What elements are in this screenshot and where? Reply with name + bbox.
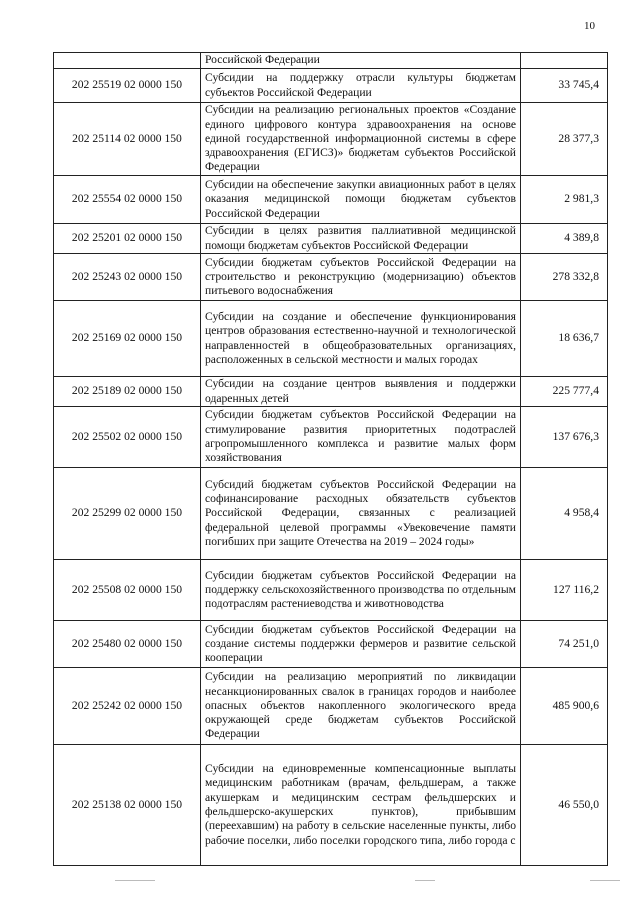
table-row <box>54 745 608 866</box>
amount: 225 777,4 <box>521 377 608 407</box>
budget-code: 202 25169 02 0000 150 <box>54 301 201 377</box>
subsidy-name: Субсидии бюджетам субъектов Российской Федерации на поддержку сельскохозяйственного производства по отдельным подотраслям растениеводства и животноводства <box>201 560 521 621</box>
table-row <box>54 668 608 745</box>
subsidy-name: Субсидии на единовременные компенсационные выплаты медицинским работникам (врачам, фельдшерам, а также акушеркам и медицинским сестрам фельдшерских и фельдшерско-акушерских пунктов), прибывшим (переехавшим) на работу в сельские населенные пункты, либо рабочие поселки, либо поселки городского типа, либо города с <box>201 745 521 866</box>
table-row <box>54 468 608 560</box>
subsidy-name: Субсидии на создание и обеспечение функционирования центров образования естественно-научной и технологической направленностей в общеобразовательных организациях, расположенных в сельской местности и малых городах <box>201 301 521 377</box>
budget-code: 202 25519 02 0000 150 <box>54 69 201 103</box>
subsidy-name: Субсидии на реализацию региональных проектов «Создание единого цифрового контура здравоохранения на основе единой государственной информационной системы в сфере здравоохранения (ЕГИСЗ)» бюджетам субъектов Российской Федерации <box>201 103 521 176</box>
subsidy-name: Субсидии в целях развития паллиативной медицинской помощи бюджетам субъектов Российской Федерации <box>201 224 521 254</box>
table-row <box>54 301 608 377</box>
amount: 4 958,4 <box>521 468 608 560</box>
table-row <box>54 224 608 254</box>
table-row <box>54 621 608 668</box>
budget-code: 202 25114 02 0000 150 <box>54 103 201 176</box>
subsidy-name: Субсидии на реализацию мероприятий по ликвидации несанкционированных свалок в границах городов и наиболее опасных объектов накопленного экологического вреда окружающей среде бюджетам субъектов Российской Федерации <box>201 668 521 745</box>
page-number: 10 <box>584 20 595 32</box>
budget-code <box>54 53 201 69</box>
scan-artifacts <box>0 876 640 886</box>
amount: 4 389,8 <box>521 224 608 254</box>
budget-code: 202 25242 02 0000 150 <box>54 668 201 745</box>
table-row <box>54 103 608 176</box>
budget-code: 202 25480 02 0000 150 <box>54 621 201 668</box>
subsidy-name: Субсидии на создание центров выявления и поддержки одаренных детей <box>201 377 521 407</box>
table-row <box>54 254 608 301</box>
amount: 33 745,4 <box>521 69 608 103</box>
amount: 127 116,2 <box>521 560 608 621</box>
amount: 137 676,3 <box>521 407 608 468</box>
amount: 278 332,8 <box>521 254 608 301</box>
subsidy-name: Субсидий бюджетам субъектов Российской Федерации на софинансирование расходных обязательств субъектов Российской Федерации, связанных с реализацией федеральной целевой программы «Увековечение памяти погибших при защите Отечества на 2019 – 2024 годы» <box>201 468 521 560</box>
subsidy-name: Российской Федерации <box>201 53 521 69</box>
budget-code: 202 25138 02 0000 150 <box>54 745 201 866</box>
amount: 485 900,6 <box>521 668 608 745</box>
budget-code: 202 25243 02 0000 150 <box>54 254 201 301</box>
table-row <box>54 560 608 621</box>
subsidy-name: Субсидии бюджетам субъектов Российской Федерации на создание системы поддержки фермеров и развитие сельской кооперации <box>201 621 521 668</box>
budget-code: 202 25201 02 0000 150 <box>54 224 201 254</box>
amount: 2 981,3 <box>521 176 608 224</box>
budget-code: 202 25502 02 0000 150 <box>54 407 201 468</box>
table-row <box>54 377 608 407</box>
amount: 28 377,3 <box>521 103 608 176</box>
budget-table <box>53 52 608 866</box>
amount: 74 251,0 <box>521 621 608 668</box>
budget-code: 202 25299 02 0000 150 <box>54 468 201 560</box>
table-row <box>54 407 608 468</box>
budget-code: 202 25508 02 0000 150 <box>54 560 201 621</box>
table-row <box>54 176 608 224</box>
subsidy-name: Субсидии бюджетам субъектов Российской Федерации на стимулирование развития приоритетных подотраслей агропромышленного комплекса и развитие малых форм хозяйствования <box>201 407 521 468</box>
table-row <box>54 69 608 103</box>
table-row <box>54 53 608 69</box>
amount: 46 550,0 <box>521 745 608 866</box>
amount: 18 636,7 <box>521 301 608 377</box>
budget-code: 202 25554 02 0000 150 <box>54 176 201 224</box>
subsidy-name: Субсидии на поддержку отрасли культуры бюджетам субъектов Российской Федерации <box>201 69 521 103</box>
subsidy-name: Субсидии на обеспечение закупки авиационных работ в целях оказания медицинской помощи бюджетам субъектов Российской Федерации <box>201 176 521 224</box>
subsidy-name: Субсидии бюджетам субъектов Российской Федерации на строительство и реконструкцию (модернизацию) объектов питьевого водоснабжения <box>201 254 521 301</box>
budget-code: 202 25189 02 0000 150 <box>54 377 201 407</box>
amount <box>521 53 608 69</box>
